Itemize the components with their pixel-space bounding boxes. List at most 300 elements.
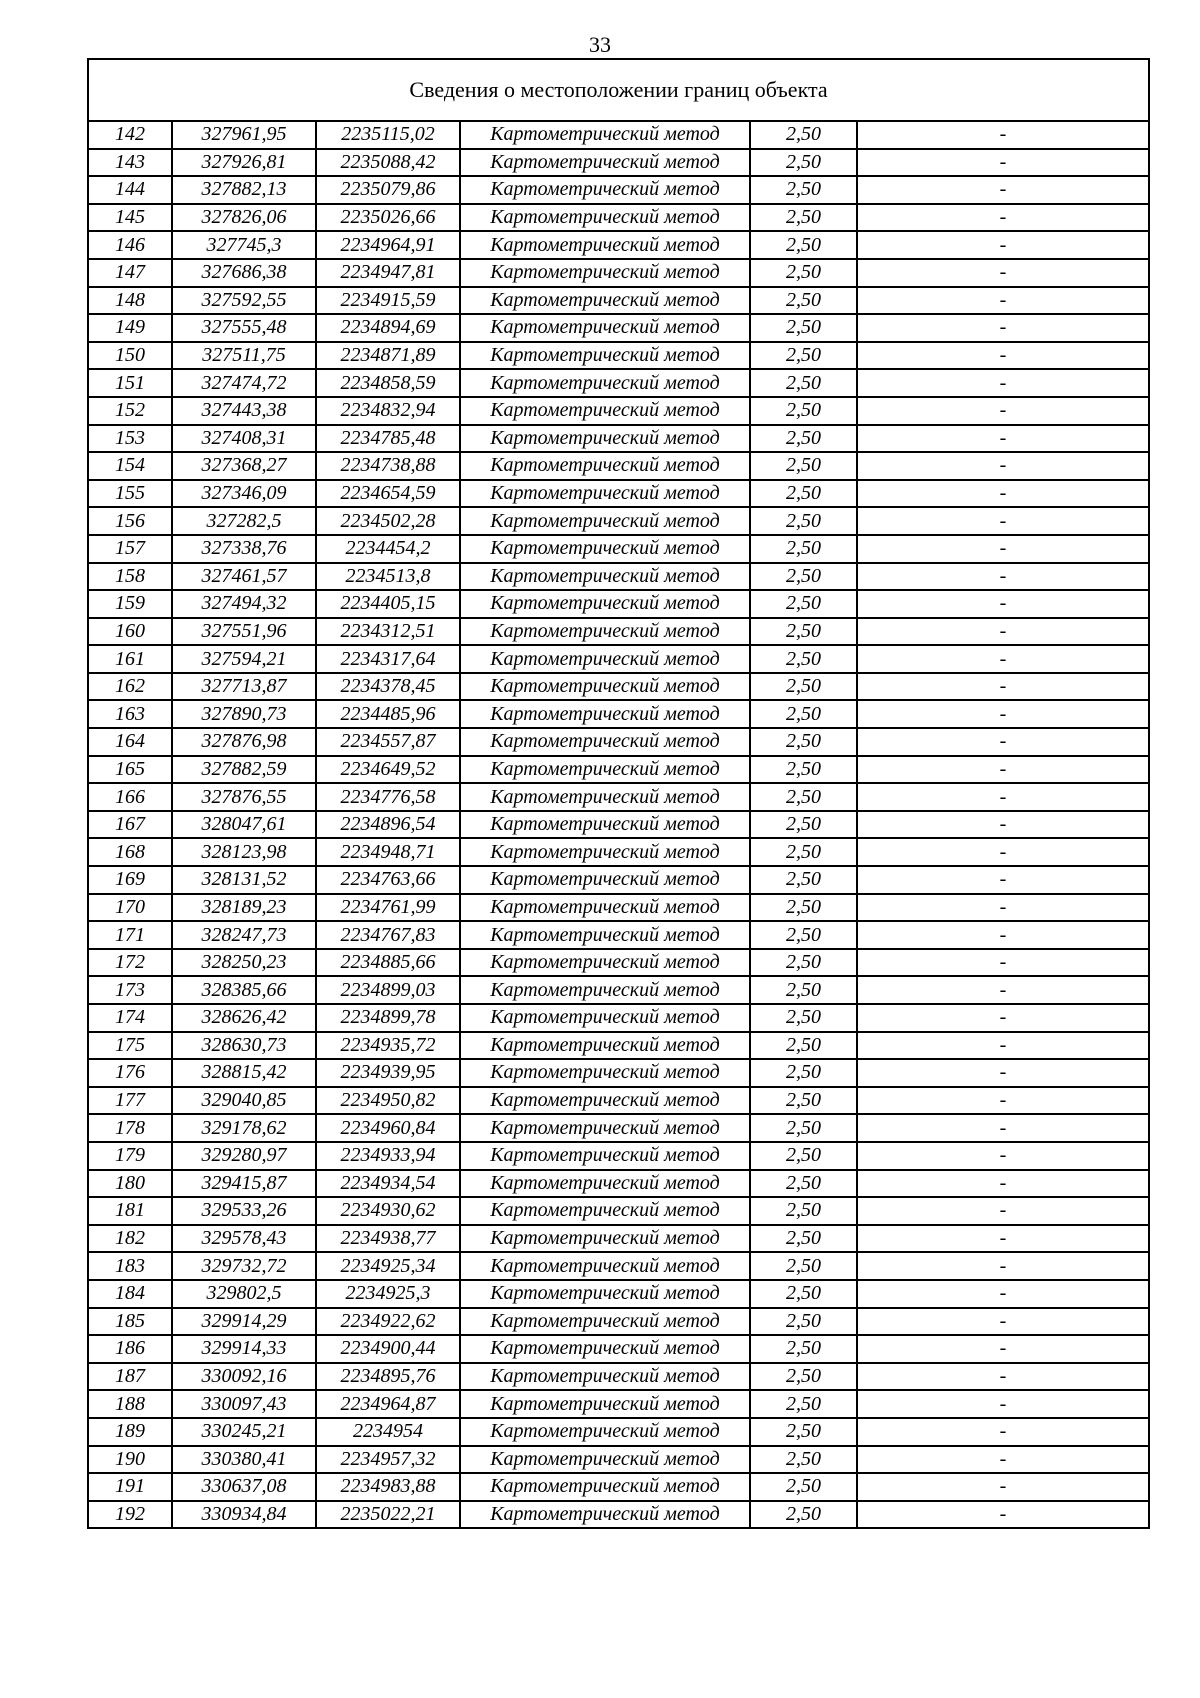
x-coordinate-cell: 327551,96 — [172, 618, 316, 646]
point-number-cell: 186 — [88, 1335, 172, 1363]
point-number-cell: 180 — [88, 1170, 172, 1198]
point-number-cell: 144 — [88, 176, 172, 204]
method-cell: Картометрический метод — [460, 397, 750, 425]
y-coordinate-cell: 2234964,91 — [316, 231, 460, 259]
method-cell: Картометрический метод — [460, 921, 750, 949]
description-cell: - — [857, 231, 1149, 259]
description-cell: - — [857, 1418, 1149, 1446]
point-number-cell: 184 — [88, 1280, 172, 1308]
accuracy-cell: 2,50 — [750, 1170, 857, 1198]
y-coordinate-cell: 2234983,88 — [316, 1473, 460, 1501]
table-row — [88, 1004, 1149, 1032]
description-cell: - — [857, 1142, 1149, 1170]
method-cell: Картометрический метод — [460, 1252, 750, 1280]
method-cell: Картометрический метод — [460, 811, 750, 839]
y-coordinate-cell: 2234763,66 — [316, 866, 460, 894]
y-coordinate-cell: 2234948,71 — [316, 838, 460, 866]
table-row — [88, 1280, 1149, 1308]
method-cell: Картометрический метод — [460, 1335, 750, 1363]
table-row — [88, 1142, 1149, 1170]
table-row — [88, 342, 1149, 370]
x-coordinate-cell: 328123,98 — [172, 838, 316, 866]
method-cell: Картометрический метод — [460, 976, 750, 1004]
description-cell: - — [857, 1280, 1149, 1308]
method-cell: Картометрический метод — [460, 756, 750, 784]
description-cell: - — [857, 811, 1149, 839]
point-number-cell: 161 — [88, 645, 172, 673]
x-coordinate-cell: 327890,73 — [172, 700, 316, 728]
accuracy-cell: 2,50 — [750, 894, 857, 922]
table-row — [88, 1114, 1149, 1142]
x-coordinate-cell: 329914,29 — [172, 1308, 316, 1336]
description-cell: - — [857, 287, 1149, 315]
description-cell: - — [857, 1446, 1149, 1474]
accuracy-cell: 2,50 — [750, 1308, 857, 1336]
point-number-cell: 189 — [88, 1418, 172, 1446]
method-cell: Картометрический метод — [460, 894, 750, 922]
y-coordinate-cell: 2235026,66 — [316, 204, 460, 232]
y-coordinate-cell: 2234894,69 — [316, 314, 460, 342]
method-cell: Картометрический метод — [460, 783, 750, 811]
method-cell: Картометрический метод — [460, 1170, 750, 1198]
table-row — [88, 1390, 1149, 1418]
y-coordinate-cell: 2235115,02 — [316, 121, 460, 149]
description-cell: - — [857, 149, 1149, 177]
accuracy-cell: 2,50 — [750, 1390, 857, 1418]
accuracy-cell: 2,50 — [750, 1280, 857, 1308]
method-cell: Картометрический метод — [460, 838, 750, 866]
point-number-cell: 160 — [88, 618, 172, 646]
x-coordinate-cell: 327713,87 — [172, 673, 316, 701]
method-cell: Картометрический метод — [460, 369, 750, 397]
point-number-cell: 178 — [88, 1114, 172, 1142]
description-cell: - — [857, 673, 1149, 701]
description-cell: - — [857, 1170, 1149, 1198]
x-coordinate-cell: 327368,27 — [172, 452, 316, 480]
point-number-cell: 156 — [88, 507, 172, 535]
method-cell: Картометрический метод — [460, 507, 750, 535]
accuracy-cell: 2,50 — [750, 259, 857, 287]
y-coordinate-cell: 2234954 — [316, 1418, 460, 1446]
description-cell: - — [857, 618, 1149, 646]
x-coordinate-cell: 328189,23 — [172, 894, 316, 922]
method-cell: Картометрический метод — [460, 1004, 750, 1032]
table-row — [88, 1225, 1149, 1253]
x-coordinate-cell: 328131,52 — [172, 866, 316, 894]
point-number-cell: 153 — [88, 425, 172, 453]
accuracy-cell: 2,50 — [750, 673, 857, 701]
accuracy-cell: 2,50 — [750, 618, 857, 646]
method-cell: Картометрический метод — [460, 1142, 750, 1170]
x-coordinate-cell: 327346,09 — [172, 480, 316, 508]
accuracy-cell: 2,50 — [750, 1418, 857, 1446]
x-coordinate-cell: 327408,31 — [172, 425, 316, 453]
y-coordinate-cell: 2234776,58 — [316, 783, 460, 811]
x-coordinate-cell: 327876,55 — [172, 783, 316, 811]
x-coordinate-cell: 327882,59 — [172, 756, 316, 784]
table-row — [88, 1473, 1149, 1501]
description-cell: - — [857, 397, 1149, 425]
point-number-cell: 150 — [88, 342, 172, 370]
table-row — [88, 535, 1149, 563]
table-row — [88, 287, 1149, 315]
y-coordinate-cell: 2234957,32 — [316, 1446, 460, 1474]
description-cell: - — [857, 1004, 1149, 1032]
table-row — [88, 949, 1149, 977]
method-cell: Картометрический метод — [460, 1280, 750, 1308]
table-row — [88, 783, 1149, 811]
method-cell: Картометрический метод — [460, 1197, 750, 1225]
point-number-cell: 159 — [88, 590, 172, 618]
point-number-cell: 164 — [88, 728, 172, 756]
table-row — [88, 1308, 1149, 1336]
method-cell: Картометрический метод — [460, 314, 750, 342]
point-number-cell: 179 — [88, 1142, 172, 1170]
x-coordinate-cell: 327926,81 — [172, 149, 316, 177]
x-coordinate-cell: 330092,16 — [172, 1363, 316, 1391]
y-coordinate-cell: 2234938,77 — [316, 1225, 460, 1253]
y-coordinate-cell: 2234317,64 — [316, 645, 460, 673]
point-number-cell: 151 — [88, 369, 172, 397]
point-number-cell: 182 — [88, 1225, 172, 1253]
accuracy-cell: 2,50 — [750, 397, 857, 425]
point-number-cell: 152 — [88, 397, 172, 425]
table-row — [88, 507, 1149, 535]
description-cell: - — [857, 783, 1149, 811]
x-coordinate-cell: 330380,41 — [172, 1446, 316, 1474]
description-cell: - — [857, 894, 1149, 922]
point-number-cell: 171 — [88, 921, 172, 949]
description-cell: - — [857, 1197, 1149, 1225]
accuracy-cell: 2,50 — [750, 507, 857, 535]
accuracy-cell: 2,50 — [750, 783, 857, 811]
table-row — [88, 1087, 1149, 1115]
point-number-cell: 157 — [88, 535, 172, 563]
accuracy-cell: 2,50 — [750, 1032, 857, 1060]
x-coordinate-cell: 327443,38 — [172, 397, 316, 425]
accuracy-cell: 2,50 — [750, 949, 857, 977]
point-number-cell: 154 — [88, 452, 172, 480]
method-cell: Картометрический метод — [460, 590, 750, 618]
x-coordinate-cell: 329040,85 — [172, 1087, 316, 1115]
method-cell: Картометрический метод — [460, 949, 750, 977]
table-row — [88, 176, 1149, 204]
y-coordinate-cell: 2234925,34 — [316, 1252, 460, 1280]
point-number-cell: 147 — [88, 259, 172, 287]
accuracy-cell: 2,50 — [750, 149, 857, 177]
method-cell: Картометрический метод — [460, 1363, 750, 1391]
y-coordinate-cell: 2234930,62 — [316, 1197, 460, 1225]
y-coordinate-cell: 2235022,21 — [316, 1501, 460, 1529]
table-row — [88, 452, 1149, 480]
y-coordinate-cell: 2234915,59 — [316, 287, 460, 315]
accuracy-cell: 2,50 — [750, 811, 857, 839]
table-body — [88, 121, 1149, 1528]
table-row — [88, 1197, 1149, 1225]
method-cell: Картометрический метод — [460, 1114, 750, 1142]
method-cell: Картометрический метод — [460, 287, 750, 315]
method-cell: Картометрический метод — [460, 700, 750, 728]
y-coordinate-cell: 2234964,87 — [316, 1390, 460, 1418]
point-number-cell: 175 — [88, 1032, 172, 1060]
method-cell: Картометрический метод — [460, 618, 750, 646]
accuracy-cell: 2,50 — [750, 1363, 857, 1391]
description-cell: - — [857, 1225, 1149, 1253]
accuracy-cell: 2,50 — [750, 1004, 857, 1032]
table-row — [88, 700, 1149, 728]
method-cell: Картометрический метод — [460, 342, 750, 370]
y-coordinate-cell: 2234899,03 — [316, 976, 460, 1004]
method-cell: Картометрический метод — [460, 1473, 750, 1501]
accuracy-cell: 2,50 — [750, 480, 857, 508]
x-coordinate-cell: 330097,43 — [172, 1390, 316, 1418]
x-coordinate-cell: 327745,3 — [172, 231, 316, 259]
x-coordinate-cell: 328385,66 — [172, 976, 316, 1004]
x-coordinate-cell: 327876,98 — [172, 728, 316, 756]
x-coordinate-cell: 328250,23 — [172, 949, 316, 977]
table-row — [88, 618, 1149, 646]
description-cell: - — [857, 866, 1149, 894]
y-coordinate-cell: 2234832,94 — [316, 397, 460, 425]
table-row — [88, 397, 1149, 425]
y-coordinate-cell: 2234895,76 — [316, 1363, 460, 1391]
point-number-cell: 181 — [88, 1197, 172, 1225]
accuracy-cell: 2,50 — [750, 535, 857, 563]
y-coordinate-cell: 2234761,99 — [316, 894, 460, 922]
description-cell: - — [857, 1308, 1149, 1336]
x-coordinate-cell: 330245,21 — [172, 1418, 316, 1446]
description-cell: - — [857, 176, 1149, 204]
point-number-cell: 188 — [88, 1390, 172, 1418]
y-coordinate-cell: 2234935,72 — [316, 1032, 460, 1060]
accuracy-cell: 2,50 — [750, 1225, 857, 1253]
accuracy-cell: 2,50 — [750, 1059, 857, 1087]
description-cell: - — [857, 756, 1149, 784]
x-coordinate-cell: 327961,95 — [172, 121, 316, 149]
description-cell: - — [857, 838, 1149, 866]
method-cell: Картометрический метод — [460, 728, 750, 756]
method-cell: Картометрический метод — [460, 673, 750, 701]
accuracy-cell: 2,50 — [750, 1446, 857, 1474]
method-cell: Картометрический метод — [460, 1032, 750, 1060]
method-cell: Картометрический метод — [460, 1390, 750, 1418]
point-number-cell: 168 — [88, 838, 172, 866]
x-coordinate-cell: 327592,55 — [172, 287, 316, 315]
point-number-cell: 176 — [88, 1059, 172, 1087]
method-cell: Картометрический метод — [460, 1087, 750, 1115]
y-coordinate-cell: 2234454,2 — [316, 535, 460, 563]
method-cell: Картометрический метод — [460, 563, 750, 591]
table-row — [88, 369, 1149, 397]
accuracy-cell: 2,50 — [750, 563, 857, 591]
table-row — [88, 756, 1149, 784]
table-row — [88, 1252, 1149, 1280]
accuracy-cell: 2,50 — [750, 700, 857, 728]
description-cell: - — [857, 728, 1149, 756]
table-row — [88, 976, 1149, 1004]
x-coordinate-cell: 329802,5 — [172, 1280, 316, 1308]
point-number-cell: 148 — [88, 287, 172, 315]
accuracy-cell: 2,50 — [750, 728, 857, 756]
table-row — [88, 866, 1149, 894]
point-number-cell: 177 — [88, 1087, 172, 1115]
accuracy-cell: 2,50 — [750, 590, 857, 618]
y-coordinate-cell: 2235079,86 — [316, 176, 460, 204]
point-number-cell: 172 — [88, 949, 172, 977]
description-cell: - — [857, 507, 1149, 535]
y-coordinate-cell: 2234960,84 — [316, 1114, 460, 1142]
description-cell: - — [857, 425, 1149, 453]
accuracy-cell: 2,50 — [750, 314, 857, 342]
accuracy-cell: 2,50 — [750, 756, 857, 784]
point-number-cell: 167 — [88, 811, 172, 839]
point-number-cell: 165 — [88, 756, 172, 784]
description-cell: - — [857, 921, 1149, 949]
y-coordinate-cell: 2234654,59 — [316, 480, 460, 508]
method-cell: Картометрический метод — [460, 425, 750, 453]
method-cell: Картометрический метод — [460, 149, 750, 177]
accuracy-cell: 2,50 — [750, 425, 857, 453]
accuracy-cell: 2,50 — [750, 231, 857, 259]
x-coordinate-cell: 327474,72 — [172, 369, 316, 397]
x-coordinate-cell: 330934,84 — [172, 1501, 316, 1529]
y-coordinate-cell: 2234896,54 — [316, 811, 460, 839]
point-number-cell: 183 — [88, 1252, 172, 1280]
description-cell: - — [857, 1087, 1149, 1115]
y-coordinate-cell: 2235088,42 — [316, 149, 460, 177]
y-coordinate-cell: 2234900,44 — [316, 1335, 460, 1363]
accuracy-cell: 2,50 — [750, 1473, 857, 1501]
y-coordinate-cell: 2234767,83 — [316, 921, 460, 949]
table-row — [88, 1363, 1149, 1391]
table-row — [88, 1418, 1149, 1446]
accuracy-cell: 2,50 — [750, 452, 857, 480]
y-coordinate-cell: 2234885,66 — [316, 949, 460, 977]
table-row — [88, 1446, 1149, 1474]
description-cell: - — [857, 204, 1149, 232]
point-number-cell: 163 — [88, 700, 172, 728]
accuracy-cell: 2,50 — [750, 1087, 857, 1115]
table-row — [88, 121, 1149, 149]
y-coordinate-cell: 2234378,45 — [316, 673, 460, 701]
method-cell: Картометрический метод — [460, 259, 750, 287]
x-coordinate-cell: 329578,43 — [172, 1225, 316, 1253]
x-coordinate-cell: 330637,08 — [172, 1473, 316, 1501]
method-cell: Картометрический метод — [460, 1225, 750, 1253]
description-cell: - — [857, 590, 1149, 618]
y-coordinate-cell: 2234871,89 — [316, 342, 460, 370]
accuracy-cell: 2,50 — [750, 342, 857, 370]
accuracy-cell: 2,50 — [750, 1114, 857, 1142]
y-coordinate-cell: 2234312,51 — [316, 618, 460, 646]
y-coordinate-cell: 2234513,8 — [316, 563, 460, 591]
y-coordinate-cell: 2234950,82 — [316, 1087, 460, 1115]
x-coordinate-cell: 327282,5 — [172, 507, 316, 535]
table-row — [88, 259, 1149, 287]
x-coordinate-cell: 328815,42 — [172, 1059, 316, 1087]
table-header-row — [88, 59, 1149, 121]
y-coordinate-cell: 2234557,87 — [316, 728, 460, 756]
accuracy-cell: 2,50 — [750, 866, 857, 894]
description-cell: - — [857, 452, 1149, 480]
table-row — [88, 811, 1149, 839]
y-coordinate-cell: 2234899,78 — [316, 1004, 460, 1032]
table-title: Сведения о местоположении границ объекта — [88, 59, 1149, 121]
point-number-cell: 142 — [88, 121, 172, 149]
y-coordinate-cell: 2234738,88 — [316, 452, 460, 480]
method-cell: Картометрический метод — [460, 1059, 750, 1087]
table-row — [88, 921, 1149, 949]
x-coordinate-cell: 329914,33 — [172, 1335, 316, 1363]
y-coordinate-cell: 2234405,15 — [316, 590, 460, 618]
y-coordinate-cell: 2234858,59 — [316, 369, 460, 397]
accuracy-cell: 2,50 — [750, 369, 857, 397]
method-cell: Картометрический метод — [460, 1418, 750, 1446]
y-coordinate-cell: 2234925,3 — [316, 1280, 460, 1308]
method-cell: Картометрический метод — [460, 452, 750, 480]
y-coordinate-cell: 2234485,96 — [316, 700, 460, 728]
y-coordinate-cell: 2234947,81 — [316, 259, 460, 287]
description-cell: - — [857, 1114, 1149, 1142]
point-number-cell: 169 — [88, 866, 172, 894]
description-cell: - — [857, 259, 1149, 287]
table-row — [88, 204, 1149, 232]
accuracy-cell: 2,50 — [750, 287, 857, 315]
y-coordinate-cell: 2234934,54 — [316, 1170, 460, 1198]
point-number-cell: 145 — [88, 204, 172, 232]
table-row — [88, 838, 1149, 866]
boundary-coordinates-table — [87, 58, 1150, 1529]
description-cell: - — [857, 369, 1149, 397]
description-cell: - — [857, 949, 1149, 977]
description-cell: - — [857, 1252, 1149, 1280]
point-number-cell: 187 — [88, 1363, 172, 1391]
y-coordinate-cell: 2234502,28 — [316, 507, 460, 535]
description-cell: - — [857, 535, 1149, 563]
y-coordinate-cell: 2234933,94 — [316, 1142, 460, 1170]
table-row — [88, 1170, 1149, 1198]
accuracy-cell: 2,50 — [750, 121, 857, 149]
method-cell: Картометрический метод — [460, 535, 750, 563]
description-cell: - — [857, 700, 1149, 728]
table-row — [88, 480, 1149, 508]
method-cell: Картометрический метод — [460, 1308, 750, 1336]
point-number-cell: 162 — [88, 673, 172, 701]
x-coordinate-cell: 327882,13 — [172, 176, 316, 204]
table-row — [88, 1335, 1149, 1363]
accuracy-cell: 2,50 — [750, 976, 857, 1004]
description-cell: - — [857, 1501, 1149, 1529]
accuracy-cell: 2,50 — [750, 645, 857, 673]
method-cell: Картометрический метод — [460, 645, 750, 673]
point-number-cell: 190 — [88, 1446, 172, 1474]
point-number-cell: 174 — [88, 1004, 172, 1032]
table-row — [88, 231, 1149, 259]
accuracy-cell: 2,50 — [750, 838, 857, 866]
x-coordinate-cell: 329533,26 — [172, 1197, 316, 1225]
method-cell: Картометрический метод — [460, 121, 750, 149]
point-number-cell: 155 — [88, 480, 172, 508]
method-cell: Картометрический метод — [460, 1446, 750, 1474]
x-coordinate-cell: 328247,73 — [172, 921, 316, 949]
table-row — [88, 1059, 1149, 1087]
method-cell: Картометрический метод — [460, 176, 750, 204]
x-coordinate-cell: 328047,61 — [172, 811, 316, 839]
table-row — [88, 590, 1149, 618]
description-cell: - — [857, 480, 1149, 508]
method-cell: Картометрический метод — [460, 204, 750, 232]
x-coordinate-cell: 327338,76 — [172, 535, 316, 563]
